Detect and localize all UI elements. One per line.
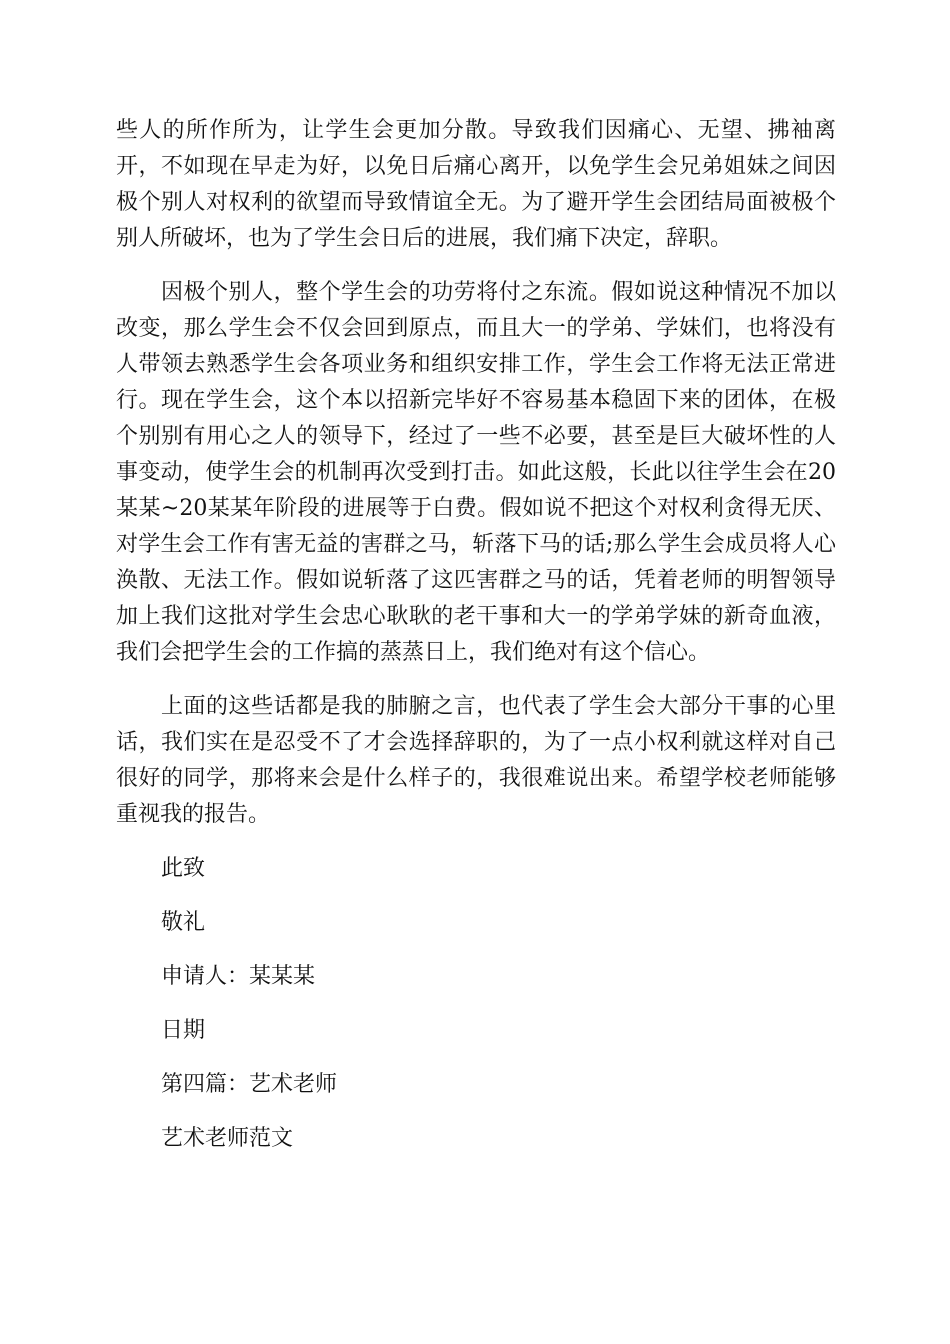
closing-line: 此致 [161,856,206,881]
applicant-line: 申请人：某某某 [161,964,316,989]
body-paragraph-3: 上面的这些话都是我的肺腑之言，也代表了学生会大部分干事的心里话，我们实在是忍受不了才会选择辞职的，为了一点小权利就这样对自己很好的同学，那将来会是什么样子的，我很难说出来。希望学校老师能够重视我的报告。 [116,694,836,827]
body-paragraph-1: 些人的所作所为，让学生会更加分散。导致我们因痛心、无望、拂袖离开，不如现在早走为好，以免日后痛心离开，以免学生会兄弟姐妹之间因极个别人对权利的欲望而导致情谊全无。为了避开学生会团结局面被极个别人所破坏，也为了学生会日后的进展，我们痛下决定，辞职。 [116,118,836,251]
section-title: 第四篇：艺术老师 [161,1072,338,1097]
section-subtitle: 艺术老师范文 [161,1126,294,1151]
body-paragraph-2: 因极个别人，整个学生会的功劳将付之东流。假如说这种情况不加以改变，那么学生会不仅会回到原点，而且大一的学弟、学妹们，也将没有人带领去熟悉学生会各项业务和组织安排工作，学生会工作将无法正常进行。现在学生会，这个本以招新完毕好不容易基本稳固下来的团体，在极个别别有用心之人的领导下，经过了一些不必要，甚至是巨大破坏性的人事变动，使学生会的机制再次受到打击。如此这般，长此以往学生会在20某某~20某某年阶段的进展等于白费。假如说不把这个对权利贪得无厌、对学生会工作有害无益的害群之马，斩落下马的话;那么学生会成员将人心涣散、无法工作。假如说斩落了这匹害群之马的话，凭着老师的明智领导加上我们这批对学生会忠心耿耿的老干事和大一的学弟学妹的新奇血液，我们会把学生会的工作搞的蒸蒸日上，我们绝对有这个信心。 [116,280,836,665]
salute-line: 敬礼 [161,910,206,935]
document-page [116,113,836,1157]
date-line: 日期 [161,1018,206,1043]
